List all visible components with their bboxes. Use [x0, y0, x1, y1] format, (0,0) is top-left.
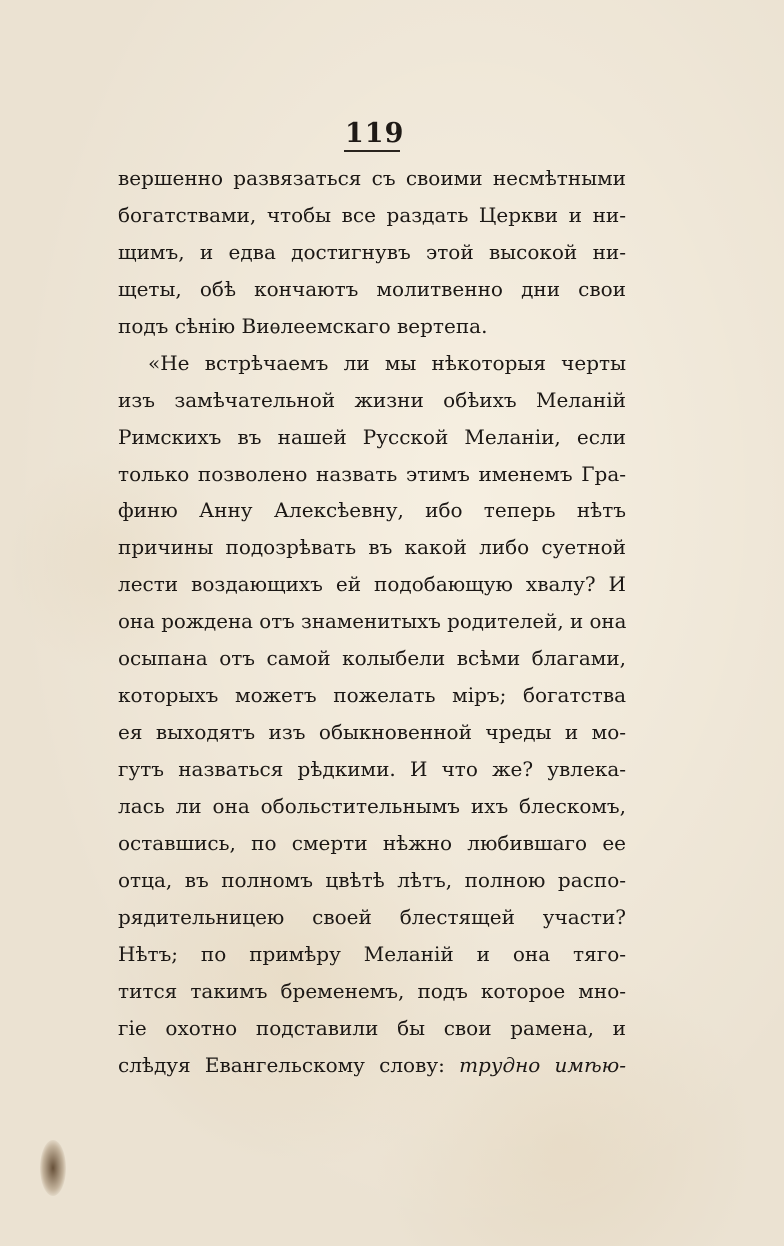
page-number-rule: [344, 150, 400, 152]
text-line: гіе охотно подставили бы свои рамена, и: [118, 1015, 626, 1040]
text-line: Римскихъ въ нашей Русской Меланіи, если: [118, 424, 626, 449]
text-line: подъ сѣнію Виѳлеемскаго вертепа.: [118, 313, 488, 338]
body-text: [118, 160, 626, 1083]
text-line: щимъ, и едва достигнувъ этой высокой ни-: [118, 239, 626, 264]
text-line: щеты, обѣ кончаютъ молитвенно дни свои: [118, 276, 626, 301]
text-line: ея выходятъ изъ обыкновенной чреды и мо-: [118, 720, 626, 745]
text-line: тится такимъ бременемъ, подъ которое мно-: [118, 978, 626, 1003]
page-number: 119: [345, 118, 405, 149]
text-line: «Не встрѣчаемъ ли мы нѣкоторыя черты: [148, 350, 626, 375]
text-line: лась ли она обольстительнымъ ихъ блескомъ,: [118, 793, 626, 818]
text-line: осыпана отъ самой колыбели всѣми благами,: [118, 646, 626, 671]
text-line: гутъ назваться рѣдкими. И что же? увлека-: [118, 757, 626, 781]
text-line: богатствами, чтобы все раздать Церкви и ни-: [118, 202, 626, 227]
text-line: причины подозрѣвать въ какой либо суетной: [118, 535, 626, 560]
text-line: лести воздающихъ ей подобающую хвалу? И: [118, 572, 626, 597]
text-line: рядительницею своей блестящей участи?: [118, 904, 626, 929]
text-line: финю Анну Алексѣевну, ибо теперь нѣтъ: [118, 498, 626, 523]
text-segment: слѣдуя Евангельскому слову:: [118, 1052, 445, 1077]
text-line: изъ замѣчательной жизни обѣихъ Меланій: [118, 387, 626, 412]
text-line: вершенно развязаться съ своими несмѣтными: [118, 166, 626, 190]
text-line: Нѣтъ; по примѣру Меланій и она тяго-: [118, 941, 626, 966]
ink-stain: [40, 1140, 66, 1196]
text-line: только позволено назвать этимъ именемъ Гра-: [118, 461, 626, 486]
text-line: она рождена отъ знаменитыхъ родителей, и она: [118, 609, 627, 634]
text-line: которыхъ можетъ пожелать міръ; богатства: [118, 683, 626, 708]
text-line: отца, въ полномъ цвѣтѣ лѣтъ, полною распо-: [118, 867, 626, 892]
text-line: оставшись, по смерти нѣжно любившаго ее: [118, 830, 626, 855]
italic-text-segment: трудно имѣю-: [459, 1052, 626, 1077]
text-line: [118, 1047, 626, 1084]
